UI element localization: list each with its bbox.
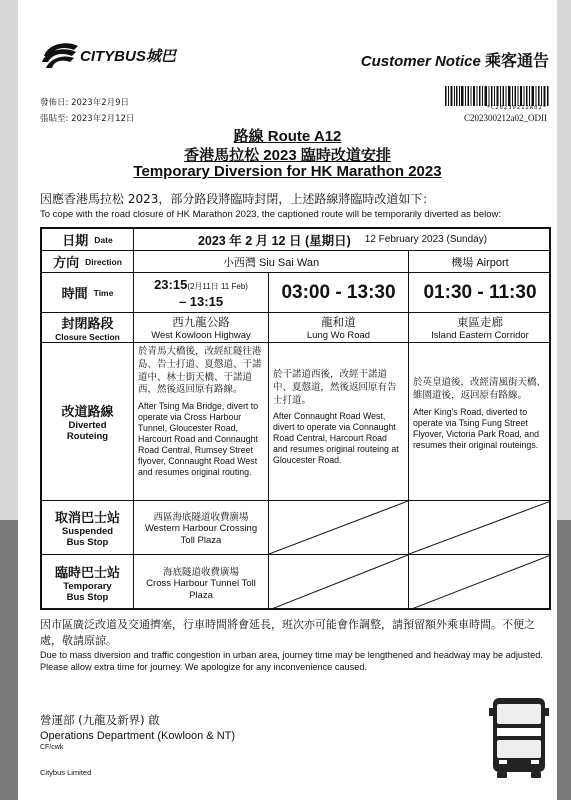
title-zh: 香港馬拉松 2023 臨時改道安排 xyxy=(184,147,391,164)
time-col2 xyxy=(269,273,409,313)
intro-zh: 因應香港馬拉松 2023，部分路段將臨時封閉，上述路線將臨時改道如下： xyxy=(40,192,435,206)
double-decker-bus-icon xyxy=(487,694,551,780)
closure-col1-en: West Kowloon Highway xyxy=(151,330,251,341)
direction-siu-sai-wan xyxy=(134,251,409,273)
time-col2-text: 03:00 - 13:30 xyxy=(281,281,396,303)
direction-col2-text: 機場 Airport xyxy=(451,256,509,269)
closure-col1 xyxy=(134,313,269,343)
diverted-col2-en: After Connaught Road West, divert to operate via Connaught Road Central, Harcourt Road and resumes original routeing at Gloucester Road. xyxy=(273,411,399,466)
initials: CF/cwk xyxy=(40,744,64,751)
time-header xyxy=(42,273,134,313)
closure-col2-zh: 龍和道 xyxy=(321,317,356,329)
edge-left-dark xyxy=(0,520,18,800)
footer-note-zh: 因市區廣泛改道及交通擠塞，行車時間將會延長，班次亦可能會作調整，請預留額外乘車時間。不便之處，敬請原諒。 xyxy=(40,618,535,647)
suspended-header xyxy=(42,501,134,555)
diagonal-strike xyxy=(269,501,408,554)
suspended-label-zh: 取消巴士站 xyxy=(54,510,120,525)
diverted-col2 xyxy=(269,343,409,501)
diagonal-strike xyxy=(409,501,551,554)
date-header xyxy=(42,229,134,251)
temporary-col1-en: Cross Harbour Tunnel Toll Plaza xyxy=(146,578,256,601)
department-en: Operations Department (Kowloon & NT) xyxy=(40,730,236,742)
diverted-col2-zh: 於干諾道西後，改經干諾道中、夏慤道，然後返回原有告士打道。 xyxy=(273,369,397,406)
temporary-label-zh: 臨時巴士站 xyxy=(54,565,120,580)
suspended-label-en2: Bus Stop xyxy=(66,537,109,548)
direction-col1-text: 小西灣 Siu Sai Wan xyxy=(222,256,320,269)
direction-airport xyxy=(409,251,551,273)
temporary-label-en2: Bus Stop xyxy=(66,592,109,603)
barcode-text: *C20230212A02* xyxy=(486,105,547,111)
diverted-col3-zh: 於英皇道後，改經清風街天橋、維園道後，返回原有路線。 xyxy=(413,377,547,401)
edge-right-dark xyxy=(557,520,571,800)
time-label-zh: 時間 xyxy=(61,286,88,301)
closure-col1-zh: 西九龍公路 xyxy=(172,317,230,329)
temporary-col1 xyxy=(134,555,269,610)
intro-en: To cope with the road closure of HK Marathon 2023, the captioned route will be temporarily diverted as below: xyxy=(40,209,502,220)
brand-name: CITYBUS城巴 xyxy=(80,47,176,65)
temporary-col3-empty xyxy=(409,555,551,610)
customer-notice-heading xyxy=(361,48,549,71)
suspended-col1 xyxy=(134,501,269,555)
diverted-label-zh: 改道路線 xyxy=(61,404,114,419)
diverted-header xyxy=(42,343,134,501)
closure-col2 xyxy=(269,313,409,343)
suspended-col1-zh: 西區海底隧道收費廣場 xyxy=(153,512,249,524)
time-col3-text: 01:30 - 11:30 xyxy=(423,281,537,303)
diverted-label-en2: Routeing xyxy=(66,431,109,442)
time-col1 xyxy=(134,273,269,313)
date-label-zh: 日期 xyxy=(62,233,89,248)
temporary-col2-empty xyxy=(269,555,409,610)
diverted-label-en1: Diverted xyxy=(68,420,107,431)
diverted-col3-en: After King's Road, diverted to operate via Tsing Fung Street Flyover, Victoria Park Road, and resumes their original routeings. xyxy=(413,406,539,450)
department-zh: 營運部 (九龍及新界) 啟 xyxy=(40,713,160,727)
company-name: Citybus Limited xyxy=(40,768,92,777)
date-value-en: 12 February 2023 (Sunday) xyxy=(364,234,488,245)
time-col1-note: (2月11日 11 Feb) xyxy=(187,282,248,291)
temporary-header xyxy=(42,555,134,610)
direction-label-en: Direction xyxy=(85,256,122,267)
direction-header xyxy=(42,251,134,273)
citybus-logo-icon xyxy=(40,38,86,72)
date-value-zh: 2023 年 2 月 12 日 (星期日) xyxy=(197,233,351,248)
closure-label-zh: 封閉路段 xyxy=(61,316,114,331)
suspended-col1-en: Western Harbour Crossing Toll Plaza xyxy=(144,523,258,546)
notice-paper xyxy=(18,0,557,800)
closure-col3-zh: 東區走廊 xyxy=(457,317,503,329)
edge-right-light xyxy=(557,0,571,520)
diversion-table xyxy=(40,227,551,610)
temporary-col1-zh: 海底隧道收費廣場 xyxy=(162,567,239,579)
diverted-col1-zh: 於青馬大橋後，改經紅隧往港島、告士打道、夏慤道、干諾道中、林士街天橋、干諾道西，然後返回原有路線。 xyxy=(138,346,262,396)
suspended-col2-empty xyxy=(269,501,409,555)
edge-left-light xyxy=(0,0,18,520)
diverted-col1-en: After Tsing Ma Bridge, divert to operate via Cross Harbour Tunnel, Gloucester Road, Harcourt Road and Connaught Road Central, Rumsey Street flyover, Connaught Road West and resumes original routing. xyxy=(138,401,259,478)
notice-en: Customer Notice xyxy=(360,53,481,70)
suspended-label-en1: Suspended xyxy=(61,526,114,537)
title-en: Temporary Diversion for HK Marathon 2023 xyxy=(133,163,442,180)
date-label-en: Date xyxy=(94,234,113,245)
time-label-en: Time xyxy=(93,287,114,298)
suspended-col3-empty xyxy=(409,501,551,555)
citybus-logo xyxy=(40,38,176,72)
footer-note-en: Due to mass diversion and traffic congestion in urban area, journey time may be lengthened and headway may be adjusted. Please allow extra time for journey. We apologize for any inconvenience caused. xyxy=(40,650,543,672)
time-col1-line1 xyxy=(154,276,248,294)
notice-zh: 乘客通告 xyxy=(484,53,549,70)
closure-col3-en: Island Eastern Corridor xyxy=(431,330,529,341)
diagonal-strike xyxy=(269,555,408,610)
diverted-col3 xyxy=(409,343,551,501)
time-col3 xyxy=(409,273,551,313)
diagonal-strike xyxy=(409,555,551,610)
temporary-label-en1: Temporary xyxy=(63,581,112,592)
closure-header xyxy=(42,313,134,343)
barcode xyxy=(445,86,549,106)
notice-reference: C202300212a02_ODII xyxy=(464,113,547,123)
closure-label-en: Closure Section xyxy=(55,332,120,342)
direction-label-zh: 方向 xyxy=(53,255,80,270)
route-title: 路線 Route A12 xyxy=(233,128,342,145)
post-date: 張貼至: 2023年2月12日 xyxy=(40,114,135,124)
closure-col2-en: Lung Wo Road xyxy=(306,330,371,341)
diverted-col1 xyxy=(134,343,269,501)
time-col1-end: – 13:15 xyxy=(178,294,224,309)
date-value xyxy=(134,229,551,251)
issue-date: 發佈日: 2023年2月9日 xyxy=(40,98,130,108)
time-col1-start: 23:15 xyxy=(154,277,188,292)
closure-col3 xyxy=(409,313,551,343)
